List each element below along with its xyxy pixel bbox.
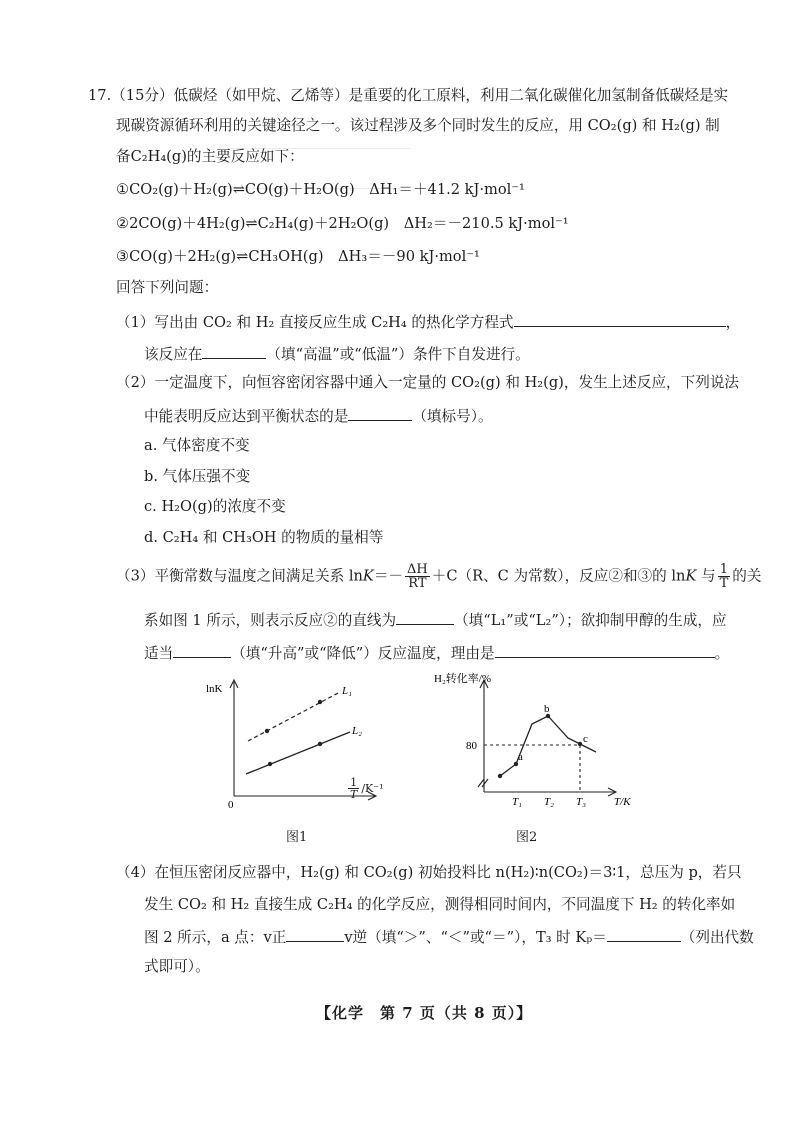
fig2-x-axis-label: T/K	[614, 796, 631, 808]
fig1-l2-point-2	[318, 742, 322, 746]
q1-line-2: 该反应在 （填“高温”或“低温”）条件下自发进行。	[144, 343, 530, 365]
question-intro-line-2: 现碳资源循环利用的关键途径之一。该过程涉及多个同时发生的反应，用 CO₂(g) 和 H₂(g) 制	[116, 117, 720, 134]
page-footer: 【化学 第 7 页（共 8 页）】	[316, 1004, 533, 1022]
fig2-point-c	[578, 742, 582, 746]
question-intro-line-1: 17.（15分）低碳烃（如甲烷、乙烯等）是重要的化工原料，利用二氧化碳催化加氢制备低碳烃是实	[88, 87, 729, 104]
fig2-t3-label: T₃	[576, 796, 586, 808]
figure-2-h2-conversion-vs-temperature	[434, 670, 650, 810]
q2-option-c: c. H₂O(g)的浓度不变	[144, 498, 286, 515]
answer-prompt: 回答下列问题：	[116, 279, 219, 296]
fig1-y-axis-label: lnK	[206, 683, 223, 695]
reciprocal-temperature-fraction: $\frac{1}{T}$	[719, 562, 729, 591]
fig1-l2-point-1	[268, 762, 272, 766]
fig2-curve-start-point	[498, 774, 502, 778]
q4-line-1: （4）在恒压密闭反应器中，H₂(g) 和 CO₂(g) 初始投料比 n(H₂)∶n(CO₂)＝3∶1，总压为 p，若只	[116, 864, 742, 881]
q1-answer-blank-1[interactable]	[514, 311, 726, 327]
q4-line-3: 图 2 所示，a 点：v正 v逆（填“＞”、“＜”或“＝”），T₃ 时 Kₚ＝ （列出代数	[144, 926, 754, 948]
q3-line-2: 系如图 1 所示，则表示反应②的直线为 （填“L₁”或“L₂”）；欲抑制甲醇的生成，应	[144, 609, 727, 631]
q4-answer-blank-1[interactable]	[286, 926, 344, 942]
reaction-2: ②2CO(g)＋4H₂(g)⇌C₂H₄(g)＋2H₂O(g) ΔH₂＝－210.5 kJ·mol⁻¹	[116, 215, 569, 232]
q2-line-1: （2）一定温度下，向恒容密闭容器中通入一定量的 CO₂(g) 和 H₂(g)，发生上述反应，下列说法	[116, 374, 740, 391]
fig2-y-tick-80: 80	[466, 740, 477, 752]
q3-line-1: （3）平衡常数与温度之间满足关系 lnK＝－ $\frac{\Delta H}{RT}$ ＋C（R、C 为常数），反应②和③的 lnK 与 $\frac{1}{T}$ 的关	[116, 562, 762, 591]
fig1-l1-point-2	[318, 700, 322, 704]
enthalpy-fraction: $\frac{\Delta H}{RT}$	[407, 562, 428, 591]
q3-answer-blank-2[interactable]	[173, 642, 231, 658]
q2-option-a: a. 气体密度不变	[144, 437, 250, 454]
fig1-l1-point-1	[265, 729, 269, 733]
q4-line-2: 发生 CO₂ 和 H₂ 直接生成 C₂H₄ 的化学反应，测得相同时间内，不同温度下 H₂ 的转化率如	[144, 896, 736, 913]
fig1-line-l1-label: L₁	[342, 685, 352, 697]
q2-option-b: b. 气体压强不变	[144, 468, 251, 485]
q4-answer-blank-2[interactable]	[607, 926, 681, 942]
q2-answer-blank[interactable]	[348, 405, 412, 421]
q3-answer-blank-3[interactable]	[495, 642, 715, 658]
q3-answer-blank-1[interactable]	[396, 609, 454, 625]
fig2-point-b-label: b	[544, 703, 550, 715]
fig2-point-a-label: a	[518, 751, 523, 763]
fig2-t2-label: T₂	[544, 796, 554, 808]
q4-line-4: 式即可）。	[144, 958, 210, 975]
fig1-x-axis-label: $\frac{1}{T}$ /K⁻¹	[350, 776, 384, 801]
q1-answer-blank-2[interactable]	[202, 343, 266, 359]
fig1-line-l2-label: L₂	[352, 725, 362, 737]
q3-line-3: 适当 （填“升高”或“降低”）反应温度，理由是 。	[144, 642, 729, 664]
fig2-caption: 图2	[516, 830, 538, 845]
reaction-3: ③CO(g)＋2H₂(g)⇌CH₃OH(g) ΔH₃＝－90 kJ·mol⁻¹	[116, 248, 480, 265]
q1-line-1: （1）写出由 CO₂ 和 H₂ 直接反应生成 C₂H₄ 的热化学方程式 ，	[116, 311, 740, 333]
q2-option-d: d. C₂H₄ 和 CH₃OH 的物质的量相等	[144, 529, 384, 546]
fig2-y-axis-label: H₂转化率/%	[434, 673, 491, 685]
reaction-1: ①CO₂(g)＋H₂(g)⇌CO(g)＋H₂O(g) ΔH₁＝＋41.2 kJ·mol⁻¹	[116, 181, 525, 198]
fig1-origin-label: 0	[228, 799, 234, 811]
fig1-caption: 图1	[286, 830, 308, 845]
question-intro-line-3: 备C₂H₄(g)的主要反应如下：	[116, 148, 304, 165]
fig2-t1-label: T₁	[512, 796, 522, 808]
fig2-point-c-label: c	[583, 733, 588, 745]
q2-line-2: 中能表明反应达到平衡状态的是 （填标号）。	[144, 405, 493, 427]
